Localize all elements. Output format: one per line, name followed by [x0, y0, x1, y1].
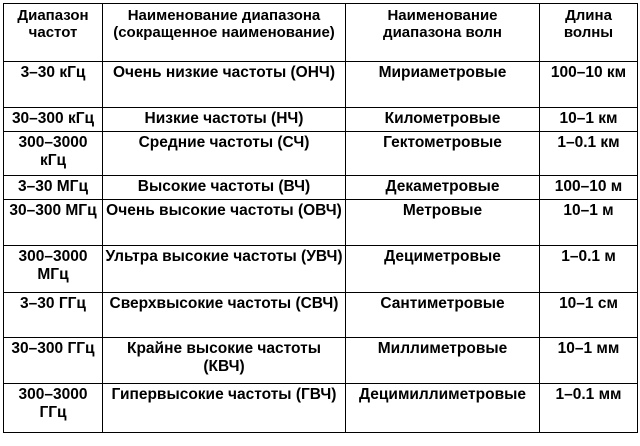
table-row	[4, 132, 638, 176]
cell-wave-name: Декаметровые	[346, 176, 540, 200]
cell-wave-name: Дециметровые	[346, 246, 540, 293]
cell-wave-name: Сантиметровые	[346, 293, 540, 338]
cell-band-name: Средние частоты (СЧ)	[103, 132, 346, 176]
cell-wavelength: 1–0.1 м	[540, 246, 638, 293]
frequency-bands-table	[3, 3, 638, 433]
cell-band-name: Гипервысокие частоты (ГВЧ)	[103, 384, 346, 433]
cell-wavelength: 1–0.1 км	[540, 132, 638, 176]
cell-band-name: Очень низкие частоты (ОНЧ)	[103, 62, 346, 108]
cell-band-name: Очень высокие частоты (ОВЧ)	[103, 200, 346, 246]
cell-wavelength: 10–1 м	[540, 200, 638, 246]
header-frequency-range: Диапазон частот	[4, 4, 103, 62]
cell-wave-name: Гектометровые	[346, 132, 540, 176]
cell-frequency: 300–3000 ГГц	[4, 384, 103, 433]
cell-wavelength: 100–10 м	[540, 176, 638, 200]
cell-wave-name: Мириаметровые	[346, 62, 540, 108]
cell-frequency: 30–300 кГц	[4, 108, 103, 132]
header-wave-band-name: Наименование диапазона волн	[346, 4, 540, 62]
table-row	[4, 200, 638, 246]
table-row	[4, 384, 638, 433]
cell-frequency: 30–300 МГц	[4, 200, 103, 246]
table-row	[4, 246, 638, 293]
cell-band-name: Низкие частоты (НЧ)	[103, 108, 346, 132]
cell-frequency: 3–30 ГГц	[4, 293, 103, 338]
header-wavelength: Длина волны	[540, 4, 638, 62]
table-row	[4, 338, 638, 384]
header-band-name: Наименование диапазона (сокращенное наименование)	[103, 4, 346, 62]
cell-frequency: 300–3000 МГц	[4, 246, 103, 293]
cell-frequency: 3–30 МГц	[4, 176, 103, 200]
cell-wavelength: 10–1 мм	[540, 338, 638, 384]
cell-wavelength: 10–1 км	[540, 108, 638, 132]
cell-band-name: Ультра высокие частоты (УВЧ)	[103, 246, 346, 293]
cell-wave-name: Децимиллиметровые	[346, 384, 540, 433]
cell-wavelength: 100–10 км	[540, 62, 638, 108]
cell-wavelength: 10–1 см	[540, 293, 638, 338]
cell-band-name: Высокие частоты (ВЧ)	[103, 176, 346, 200]
header-row	[4, 4, 638, 62]
cell-wave-name: Миллиметровые	[346, 338, 540, 384]
table-row	[4, 62, 638, 108]
cell-frequency: 300–3000 кГц	[4, 132, 103, 176]
cell-wave-name: Километровые	[346, 108, 540, 132]
table-row	[4, 108, 638, 132]
cell-band-name: Крайне высокие частоты (КВЧ)	[103, 338, 346, 384]
cell-wavelength: 1–0.1 мм	[540, 384, 638, 433]
table-row	[4, 293, 638, 338]
table-row	[4, 176, 638, 200]
cell-wave-name: Метровые	[346, 200, 540, 246]
cell-frequency: 30–300 ГГц	[4, 338, 103, 384]
cell-band-name: Сверхвысокие частоты (СВЧ)	[103, 293, 346, 338]
cell-frequency: 3–30 кГц	[4, 62, 103, 108]
